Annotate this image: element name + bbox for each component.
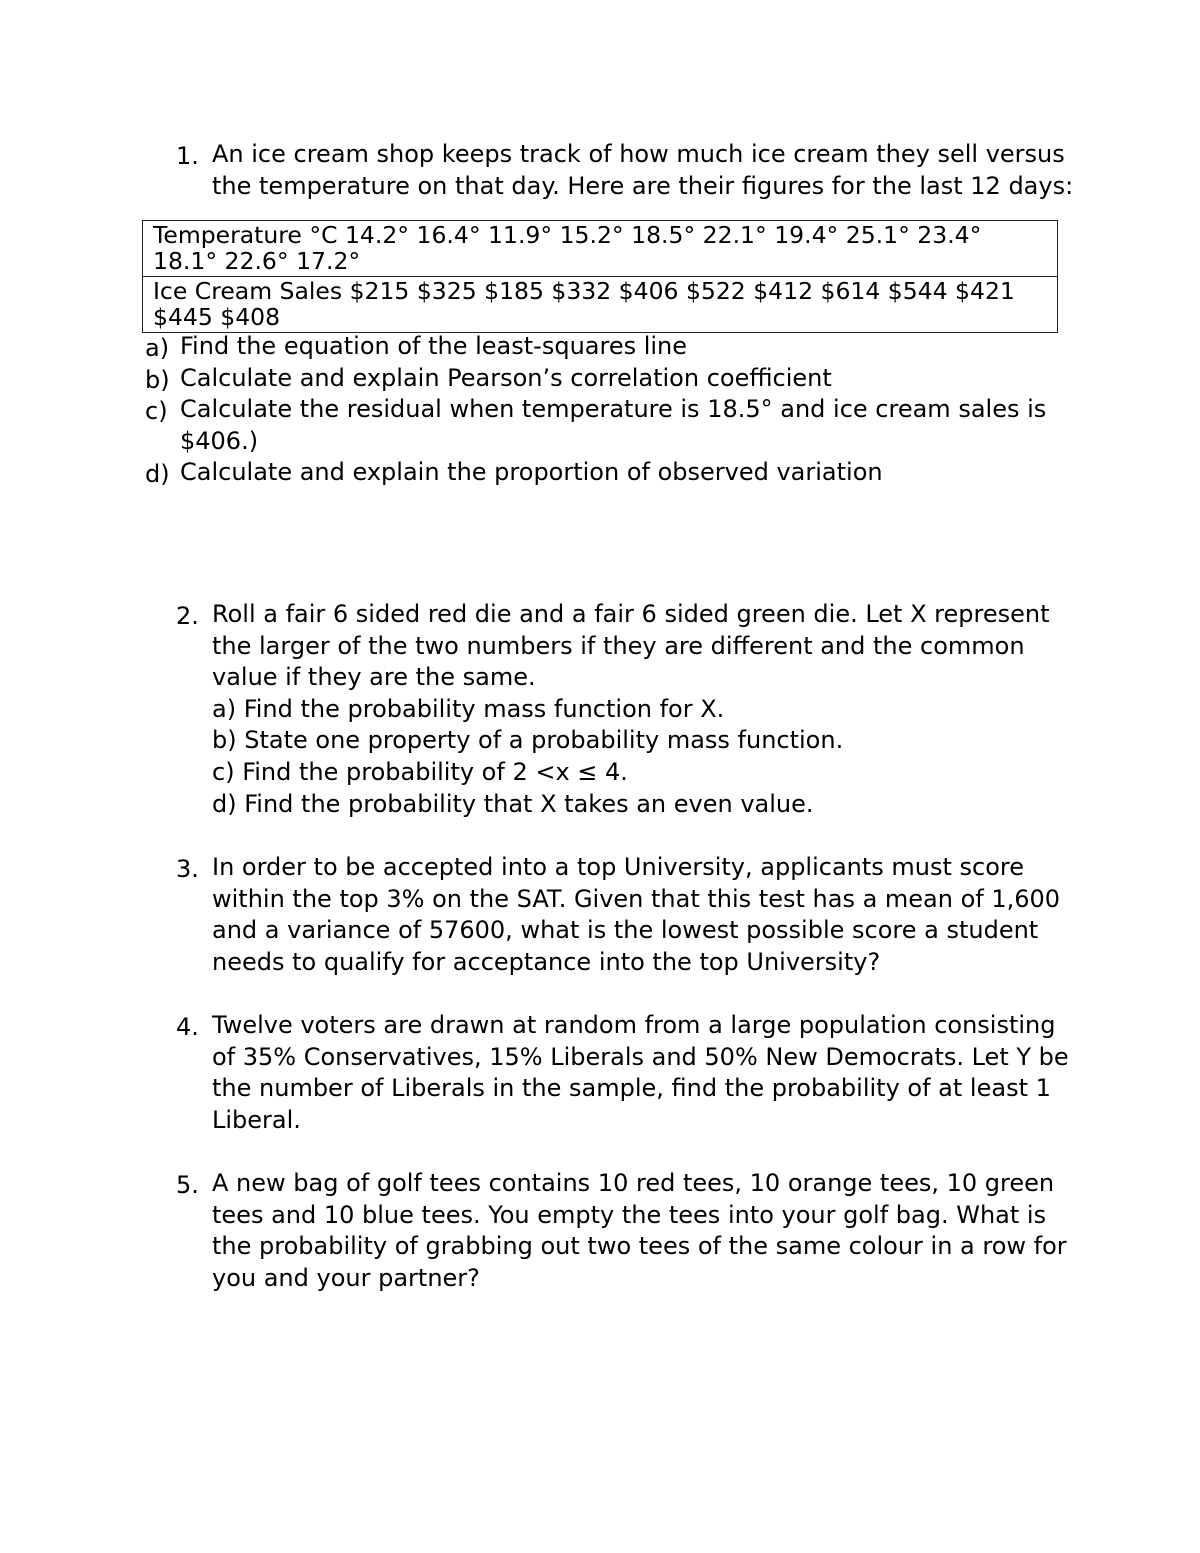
question-5-number: 5. <box>176 1171 199 1199</box>
question-1-part-line: Calculate and explain Pearson’s correlation coefficient <box>180 364 832 392</box>
question-1-text <box>212 139 1073 202</box>
temperature-cell <box>143 221 1058 277</box>
question-5-line: A new bag of golf tees contains 10 red tees, 10 orange tees, 10 green <box>212 1169 1055 1197</box>
question-4-line: of 35% Conservatives, 15% Liberals and 50% New Democrats. Let Y be <box>212 1042 1069 1071</box>
question-2-line: Roll a fair 6 sided red die and a fair 6 sided green die. Let X represent <box>212 600 1050 628</box>
question-3-line: needs to qualify for acceptance into the top University? <box>212 947 881 976</box>
question-1-line: An ice cream shop keeps track of how much ice cream they sell versus <box>212 140 1065 168</box>
question-1-part-text <box>180 363 832 395</box>
temperature-line: 18.1° 22.6° 17.2° <box>153 247 361 275</box>
temperature-line: Temperature °C 14.2° 16.4° 11.9° 15.2° 18.5° 22.1° 19.4° 25.1° 23.4° <box>153 221 982 249</box>
question-1-part-text <box>180 331 687 363</box>
question-5-line: tees and 10 blue tees. You empty the tees into your golf bag. What is <box>212 1200 1047 1229</box>
question-4-line: the number of Liberals in the sample, find the probability of at least 1 <box>212 1074 1051 1103</box>
question-3-line: and a variance of 57600, what is the lowest possible score a student <box>212 916 1039 945</box>
ice-cream-data-table <box>142 220 1058 333</box>
question-1-line: the temperature on that day. Here are their figures for the last 12 days: <box>212 171 1074 200</box>
question-1-part-line: Find the equation of the least-squares line <box>180 332 688 360</box>
temperature-row <box>143 221 1058 277</box>
question-1-part-line: $406.) <box>180 426 259 455</box>
question-1-part-letter: b) <box>145 366 170 394</box>
question-3-text <box>212 852 1060 978</box>
question-1-part-text <box>180 394 1046 457</box>
question-1-part-line: Calculate and explain the proportion of observed variation <box>180 458 883 486</box>
question-2-line: c) Find the probability of 2 <x ≤ 4. <box>212 757 628 786</box>
sales-cell <box>143 277 1058 333</box>
sales-row <box>143 277 1058 333</box>
question-4-number: 4. <box>176 1013 199 1041</box>
question-2-line: a) Find the probability mass function for X. <box>212 694 725 723</box>
question-2-line: b) State one property of a probability mass function. <box>212 726 844 755</box>
question-1-part-letter: a) <box>145 334 170 362</box>
question-1-part-line: Calculate the residual when temperature is 18.5° and ice cream sales is <box>180 395 1047 423</box>
question-2-number: 2. <box>176 602 199 630</box>
question-1-part-text <box>180 457 883 489</box>
question-2-line: value if they are the same. <box>212 663 536 692</box>
question-3-line: In order to be accepted into a top University, applicants must score <box>212 853 1025 881</box>
question-2-line: the larger of the two numbers if they are different and the common <box>212 631 1025 660</box>
question-1-number: 1. <box>176 142 199 170</box>
sales-line: Ice Cream Sales $215 $325 $185 $332 $406 $522 $412 $614 $544 $421 <box>153 277 1015 305</box>
question-4-line: Twelve voters are drawn at random from a large population consisting <box>212 1011 1056 1039</box>
question-5-line: the probability of grabbing out two tees of the same colour in a row for <box>212 1232 1067 1261</box>
question-5-line: you and your partner? <box>212 1263 480 1292</box>
question-3-number: 3. <box>176 855 199 883</box>
sales-line: $445 $408 <box>153 303 281 331</box>
question-5-text <box>212 1168 1067 1294</box>
question-2-text <box>212 599 1050 820</box>
question-4-text <box>212 1010 1069 1136</box>
question-4-line: Liberal. <box>212 1105 301 1134</box>
question-1-part-letter: c) <box>145 397 168 425</box>
question-2-line: d) Find the probability that X takes an even value. <box>212 789 814 818</box>
question-1-part-letter: d) <box>145 460 170 488</box>
question-3-line: within the top 3% on the SAT. Given that this test has a mean of 1,600 <box>212 884 1061 913</box>
